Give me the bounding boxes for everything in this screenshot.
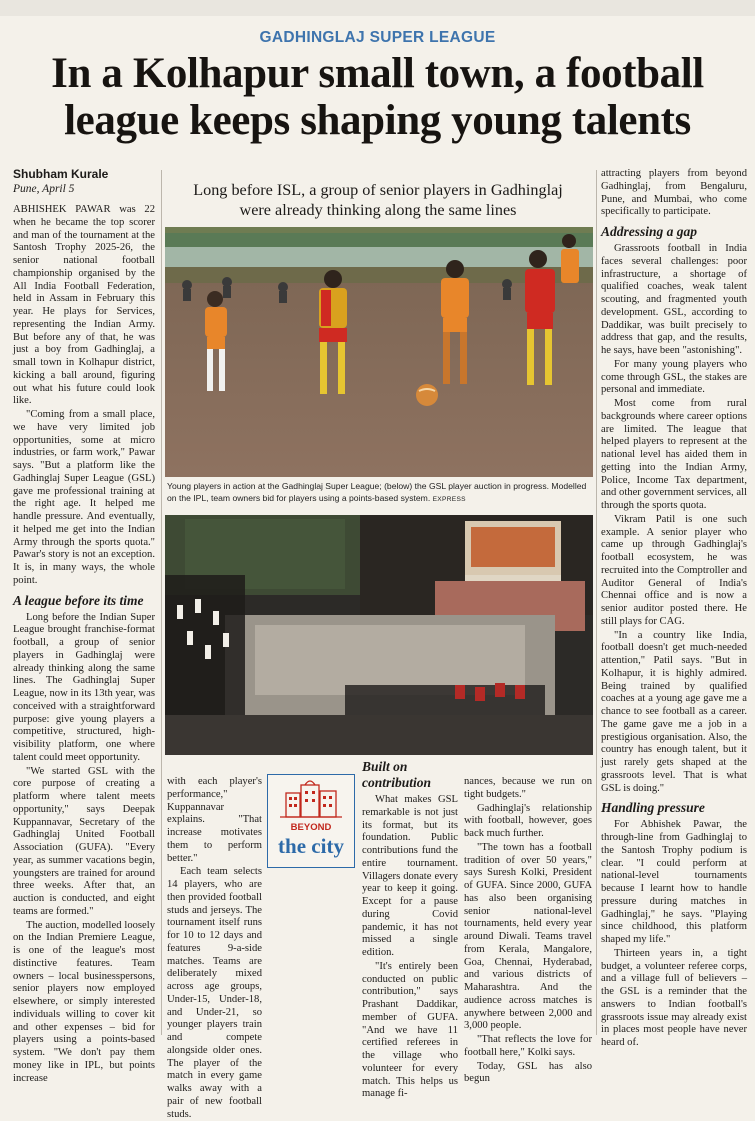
skyline-icon xyxy=(268,775,354,823)
column-rule xyxy=(161,170,162,1035)
paragraph: "It's entirely been conducted on public contribution," says Prashant Daddikar, member of GUFA. "And we have 11 certified referees in the village who volunteer for every match. This helps us manage fi- xyxy=(362,960,458,1100)
subheading-league-before-its-time: A league before its time xyxy=(13,592,144,608)
logo-text-the-city: the city xyxy=(278,834,344,858)
paragraph: What makes GSL remarkable is not just its format, but its foundation. Public contributions fund the entire tournament. Villagers donate every year to keep it going. Except for a pause during Covid pandemic, it has not missed a single edition. xyxy=(362,794,458,958)
section-kicker: GADHINGLAJ SUPER LEAGUE xyxy=(259,29,496,46)
auction-illustration xyxy=(165,515,593,755)
paragraph: Gadhinglaj's relationship with football, however, goes back much further. xyxy=(464,802,592,839)
byline xyxy=(13,167,155,195)
player-auction-photo xyxy=(165,515,593,755)
pull-quote xyxy=(168,180,588,220)
paragraph: Long before the Indian Super League brought franchise-format football, a group of senior players in Gadhinglaj were already thinking along the same lines. The Gadhinglaj Super League, now in its 13th year, was conceived with a straightforward purpose: give young players a competitive, structured, high-visibility platform, one where talent could meet opportunity. xyxy=(13,611,155,763)
photo-caption xyxy=(167,481,592,505)
article-column-5 xyxy=(601,168,747,1048)
paragraph: ABHISHEK PAWAR was 22 when he became the top scorer and man of the tournament at the Santosh Trophy 2025-26, the senior national football championship organised by the All India Football Federation, held in Assam in February this year. He plays for Services, representing the Indian Army. But before any of that, he was just a boy from Gadhinglaj, a small town in Kolhapur district, kicking a ball around, figuring out what his future could look like. xyxy=(13,204,155,407)
paragraph: Grassroots football in India faces several challenges: poor infrastructure, a shortage of qualified coaches, weak talent scouting, and fragmented youth development. GSL, according to Daddikar, was built precisely to address that gap, and the results, he says, have been "astonishing". xyxy=(601,243,747,356)
paragraph: attracting players from beyond Gadhinglaj, from Bengaluru, Pune, and Mumbai, who come specifically to participate. xyxy=(601,168,747,218)
article-column-2 xyxy=(167,776,262,1120)
paragraph: "We started GSL with the core purpose of creating a platform where talent meets opportunity," says Deepak Kuppannavar, Secretary of the Gadhinglaj United Football Association (GUFA). "Every year, as summer vacations begin, youngsters are trained for around three weeks. After that, an auction is conducted, and eight teams are formed." xyxy=(13,765,155,917)
paragraph: Most come from rural backgrounds where career options are limited. The league that helped players to represent at the national level has aided them in getting into the Indian Army, Police, Income Tax department, and other government services, all through the sports quota. xyxy=(601,398,747,511)
paragraph: Each team selects 14 players, who are then provided football studs and jerseys. The tournament itself runs for 10 to 12 days and features 9-a-side matches. Teams are deliberately mixed across age groups, Under-15, Under-18, and Under-21, so younger players train and compete alongside older ones. The player of the match in every game walks away with a pair of new football studs. xyxy=(167,866,262,1120)
subheading-addressing-a-gap: Addressing a gap xyxy=(601,224,698,239)
beyond-the-city-logo xyxy=(267,774,355,868)
column-rule xyxy=(596,170,597,1035)
paragraph: For many young players who come through GSL, the stakes are personal and immediate. xyxy=(601,358,747,396)
headline-line-1: In a Kolhapur small town, a football xyxy=(51,50,704,97)
article-column-3 xyxy=(362,759,458,1100)
headline xyxy=(6,50,749,144)
paragraph: The auction, modelled loosely on the Indian Premiere League, is one of the league's most distinctive features. Team owners – local businesspersons, senior players now employed elsewhere, or simply interested individuals willing to cover kit and other expenses – bid for players using a points-based system. "We don't pay them money like in IPL, but points increase xyxy=(13,919,155,1084)
football-action-illustration xyxy=(165,227,593,477)
author-name: Shubham Kurale xyxy=(13,167,109,181)
headline-line-2: league keeps shaping young talents xyxy=(64,97,691,144)
subheading-built-on-contribution: Built on contribution xyxy=(362,759,432,790)
pull-quote-line-2: were already thinking along the same lines xyxy=(239,201,517,219)
paragraph: For Abhishek Pawar, the through-line from Gadhinglaj to the Santosh Trophy podium is clear. "I could perform at national-level tournaments because I learnt how to handle pressure during matches in Gadhinglaj," he says. "Playing since childhood, this platform shaped my life." xyxy=(601,819,747,945)
dateline: Pune, April 5 xyxy=(13,183,75,195)
caption-text: Young players in action at the Gadhinglaj Super League; (below) the GSL player auction in progress. Modelled on the IPL, team owners bid for players using a points-based system. xyxy=(167,481,587,503)
paragraph: "Coming from a small place, we have very limited job opportunities, some at micro industries, or farm work," Pawar says. "But a platform like the Gadhinglaj Super League (GSL) gave me professional training at the right age. It helped me handle pressure. And eventually, it helped me get into the Indian Army through the sports quota." Pawar's story is not an exception. It is, in many ways, the whole point. xyxy=(13,409,155,586)
paragraph: "The town has a football tradition of over 50 years," says Suresh Kolki, President of GUFA. Since 2000, GUFA has also been organising senior national-level tournaments, held every year around Diwali. Teams travel from Kerala, Mangalore, Goa, Chennai, Hyderabad, and various districts of Maharashtra. And the audience across matches is anywhere between 2,000 and 3,000 people. xyxy=(464,841,592,1032)
paragraph: with each player's performance," Kuppannavar explains. "That increase motivates them to perform better." xyxy=(167,776,262,864)
paragraph: nances, because we run on tight budgets." xyxy=(464,776,592,800)
logo-text-beyond: BEYOND xyxy=(290,822,332,833)
paragraph: Vikram Patil is one such example. A senior player who came up through Gadhinglaj's football ecosystem, he was recruited into the Comptroller and Auditor General of India's Chennai office and is now a senior auditor posted there. He still plays for CAG. xyxy=(601,513,747,627)
pull-quote-line-1: Long before ISL, a group of senior players in Gadhinglaj xyxy=(193,181,563,199)
photo-credit: EXPRESS xyxy=(432,495,466,503)
subheading-handling-pressure: Handling pressure xyxy=(601,800,705,816)
paragraph: "That reflects the love for football here," Kolki says. xyxy=(464,1034,592,1058)
paragraph: Thirteen years in, a tight budget, a volunteer referee corps, and a village full of believers – the GSL is a reminder that the answers to Indian football's grassroots issue may already exist in places most people have never heard of. xyxy=(601,947,747,1048)
article-column-1 xyxy=(13,204,155,1084)
page-top-strip xyxy=(0,0,755,16)
paragraph: Today, GSL has also begun xyxy=(464,1060,592,1085)
football-action-photo xyxy=(165,227,593,477)
paragraph: "In a country like India, football doesn't get much-needed attention," Patil says. "But in Kolhapur, it is highly admired. Being trained by qualified coaches at a young age gave me a chance to see football as a career. The game gave me a job in a prestigious organisation. Also, the country has enough talent, but it just rarely gets shaped at the grassroots level. That is what GSL is doing." xyxy=(601,629,747,794)
article-column-4 xyxy=(464,776,592,1085)
